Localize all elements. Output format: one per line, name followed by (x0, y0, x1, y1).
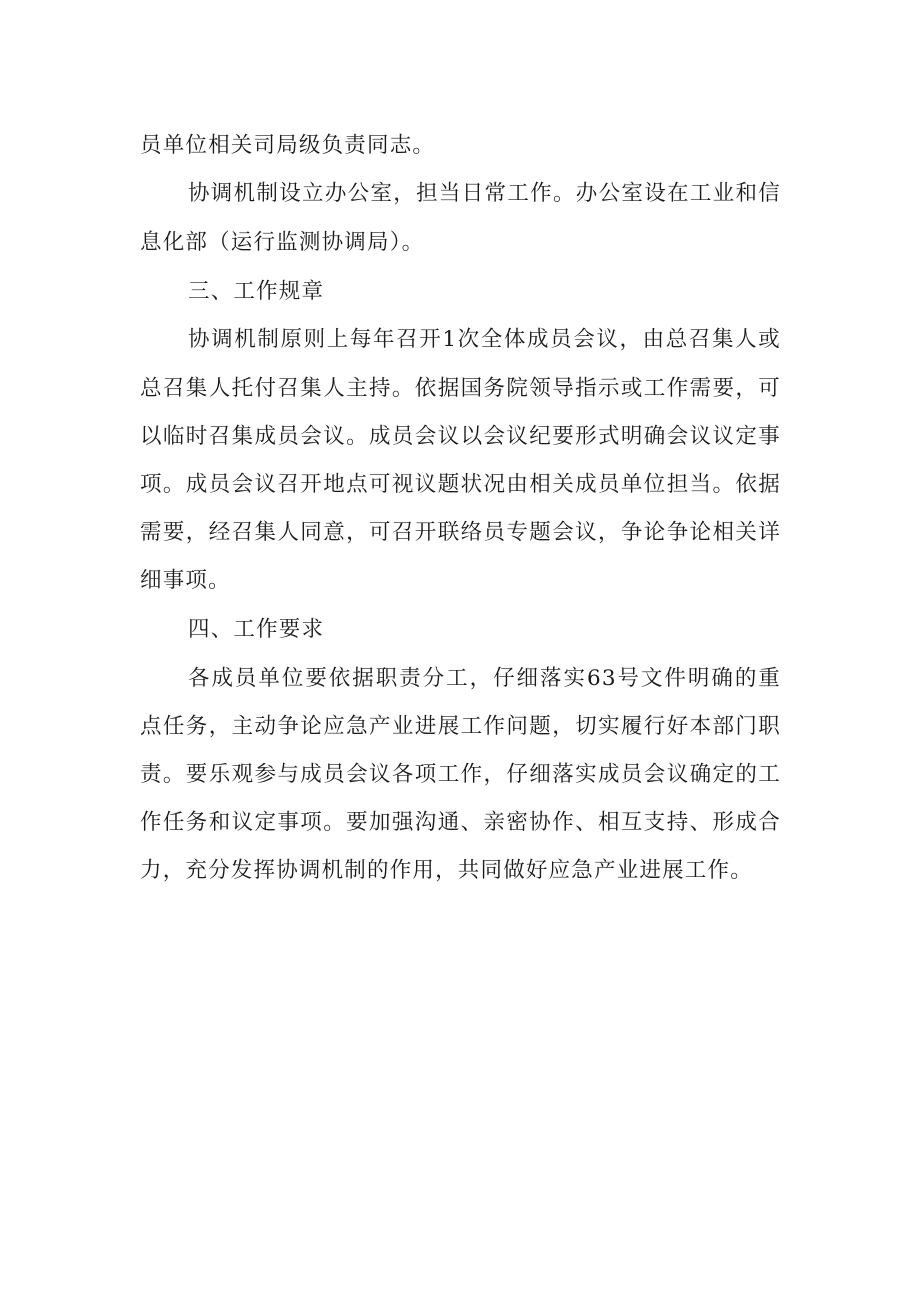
paragraph-line: 责。要乐观参与成员会议各项工作，仔细落实成员会议确定的工 (140, 762, 781, 787)
paragraph-line: 息化部（运行监测协调局）。 (140, 230, 425, 255)
paragraph-line: 力，充分发挥协调机制的作用，共同做好应急产业进展工作。 (140, 858, 753, 883)
paragraph-line: 点任务，主动争论应急产业进展工作问题，切实履行好本部门职 (140, 714, 781, 739)
paragraph-line: 项。成员会议召开地点可视议题状况由相关成员单位担当。依据 (140, 472, 781, 497)
section-heading: 三、工作规章 (188, 279, 325, 304)
section-heading: 四、工作要求 (188, 617, 325, 642)
paragraph-line: 需要，经召集人同意，可召开联络员专题会议，争论争论相关详 (140, 520, 781, 545)
paragraph-line: 细事项。 (140, 568, 231, 593)
paragraph-line: 协调机制设立办公室，担当日常工作。办公室设在工业和信 (188, 181, 781, 206)
paragraph-line: 以临时召集成员会议。成员会议以会议纪要形式明确会议议定事 (140, 424, 781, 449)
paragraph-line: 员单位相关司局级负责同志。 (140, 133, 436, 158)
paragraph-line: 作任务和议定事项。要加强沟通、亲密协作、相互支持、形成合 (140, 810, 781, 835)
paragraph-line: 协调机制原则上每年召开1次全体成员会议，由总召集人或 (188, 327, 781, 352)
paragraph-line: 总召集人托付召集人主持。依据国务院领导指示或工作需要，可 (140, 376, 781, 401)
paragraph-line: 各成员单位要依据职责分工，仔细落实63号文件明确的重 (188, 666, 781, 691)
